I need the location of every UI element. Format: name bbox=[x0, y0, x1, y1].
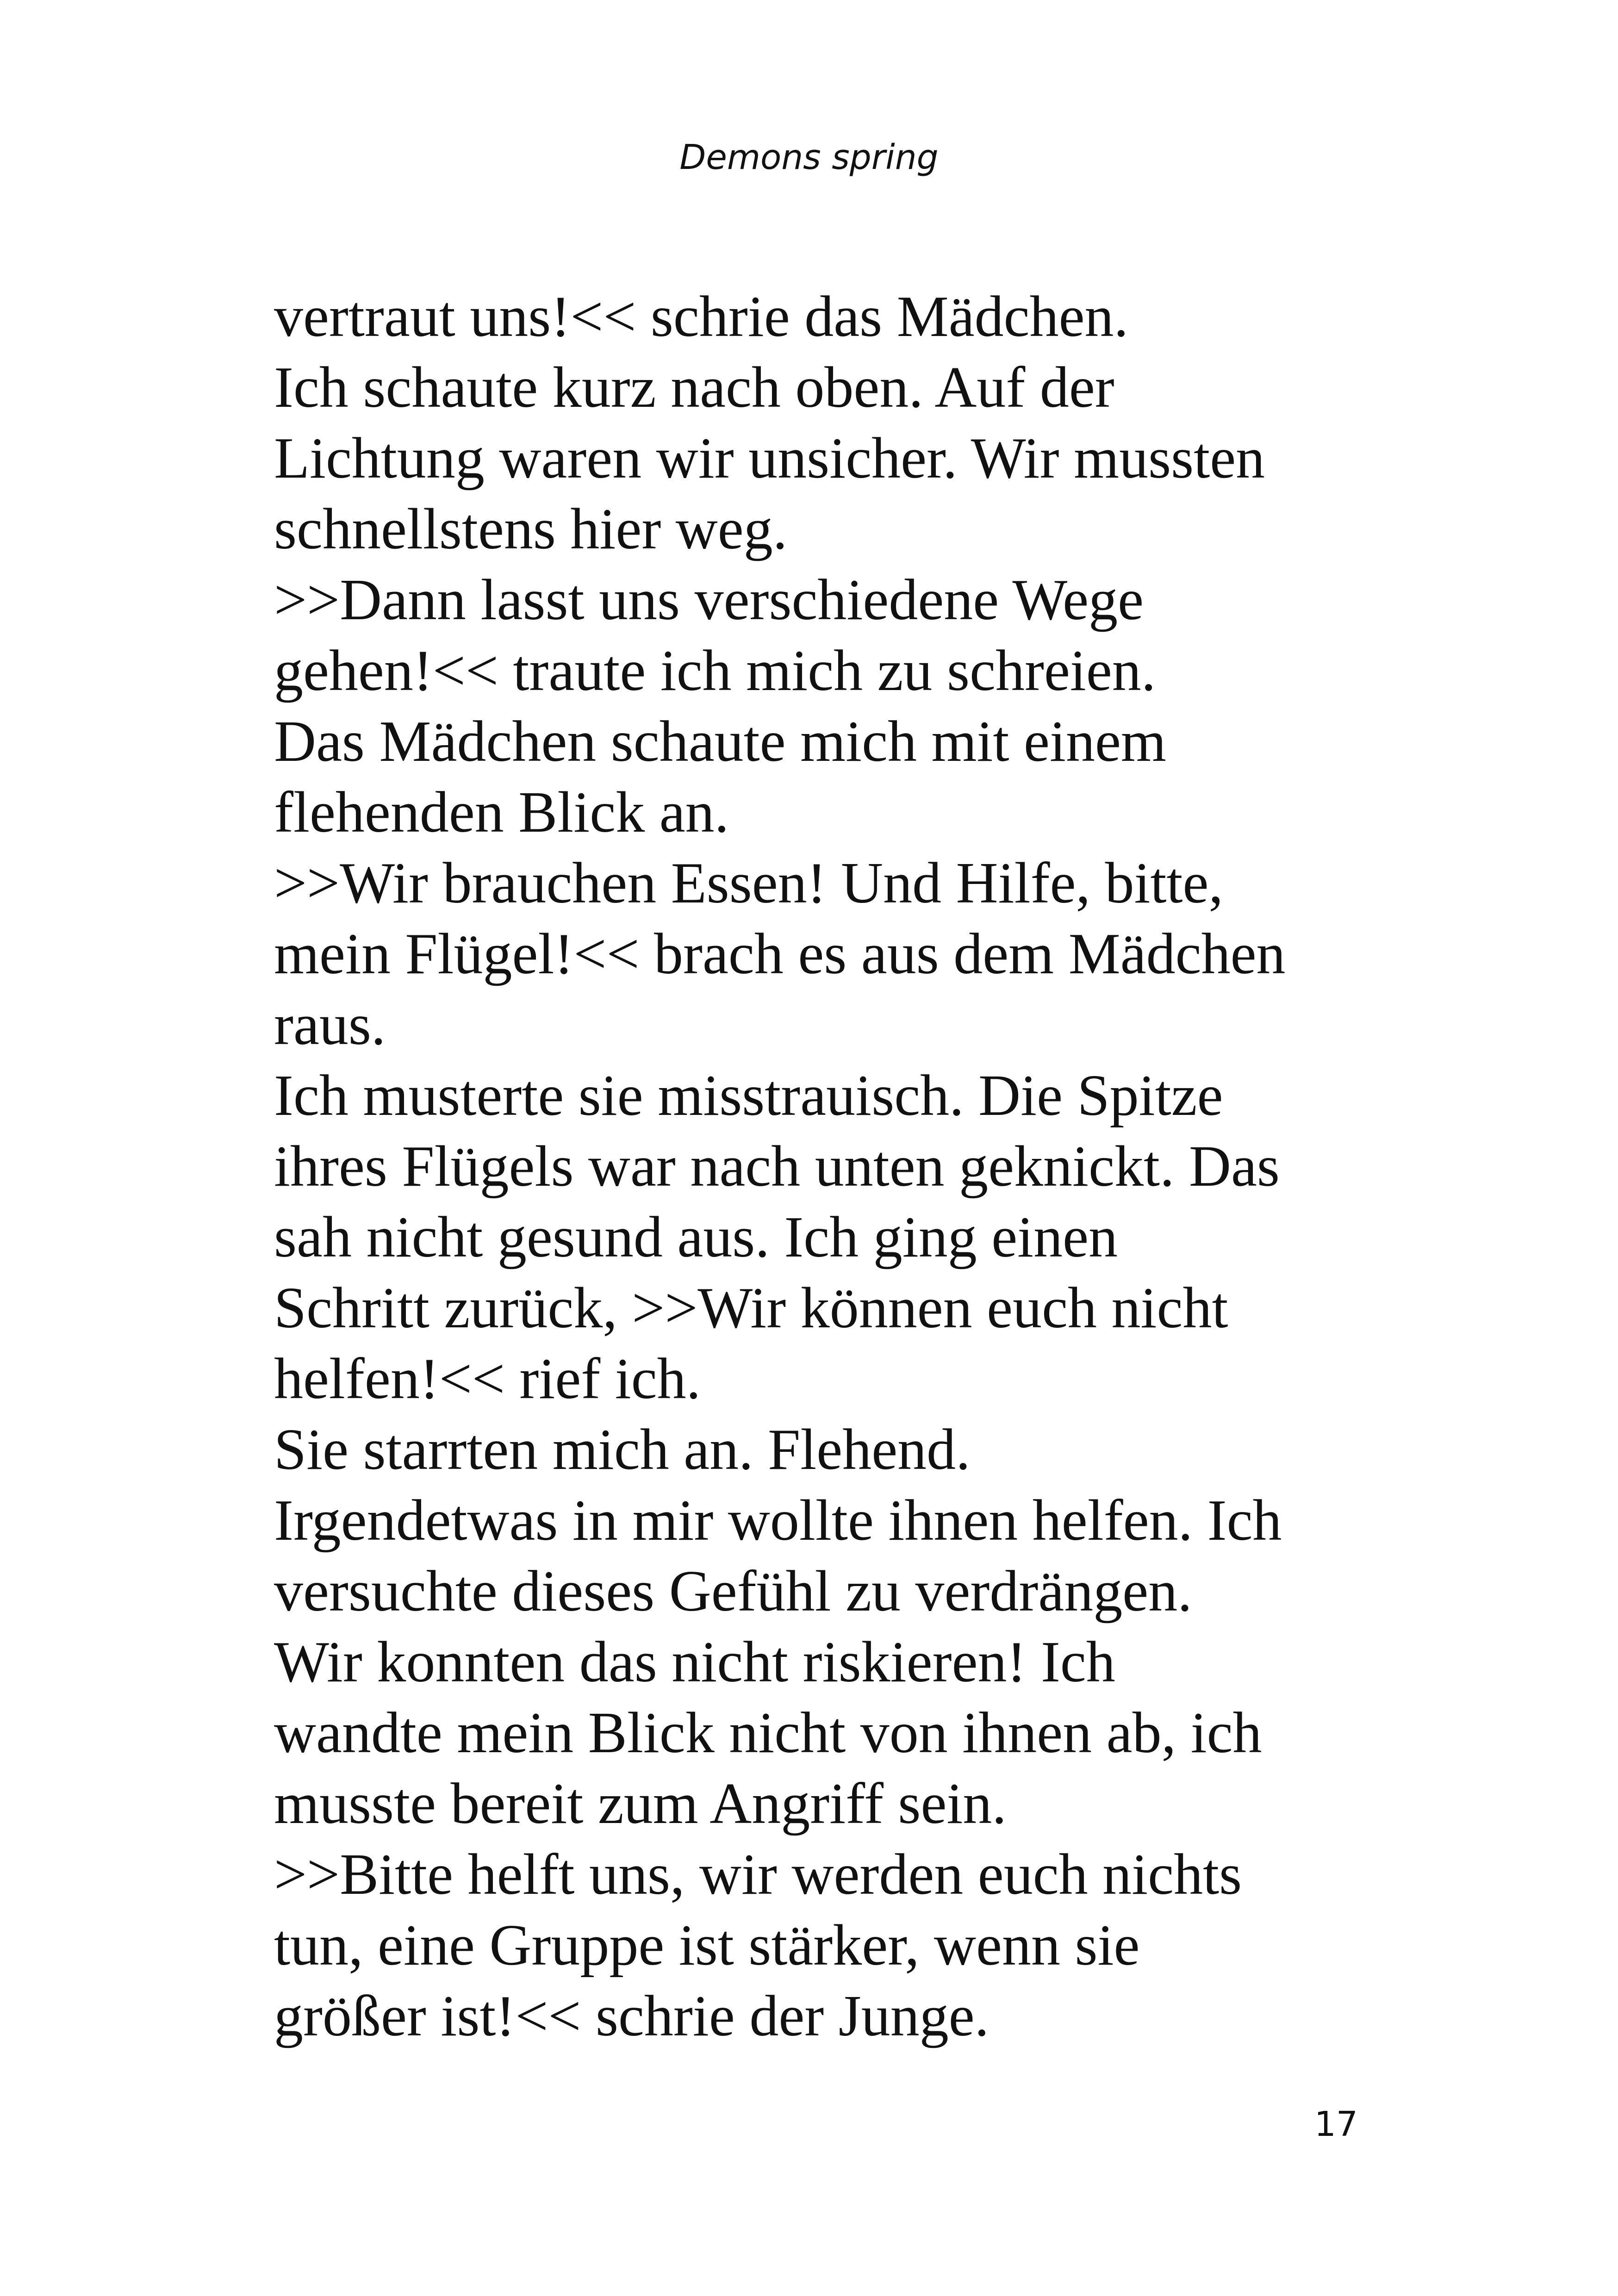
body-text bbox=[274, 281, 1394, 2052]
page-number: 17 bbox=[1314, 2104, 1358, 2144]
text-line: sah nicht gesund aus. Ich ging einen bbox=[274, 1205, 1118, 1269]
text-line: schnellstens hier weg. bbox=[274, 497, 788, 561]
running-header-title: Demons spring bbox=[679, 137, 939, 177]
text-line: raus. bbox=[274, 993, 386, 1057]
text-line: Sie starrten mich an. Flehend. bbox=[274, 1418, 971, 1482]
text-line: wandte mein Blick nicht von ihnen ab, ich bbox=[274, 1701, 1262, 1765]
text-line: versuchte dieses Gefühl zu verdrängen. bbox=[274, 1559, 1192, 1624]
text-line: Irgendetwas in mir wollte ihnen helfen. Ich bbox=[274, 1488, 1282, 1553]
text-line: Schritt zurück, >>Wir können euch nicht bbox=[274, 1276, 1228, 1340]
text-line: vertraut uns!<< schrie das Mädchen. bbox=[274, 285, 1129, 349]
text-line: flehenden Blick an. bbox=[274, 780, 729, 845]
text-line: >>Bitte helft uns, wir werden euch nichts bbox=[274, 1842, 1242, 1907]
text-line: Das Mädchen schaute mich mit einem bbox=[274, 709, 1166, 774]
text-line: Ich schaute kurz nach oben. Auf der bbox=[274, 355, 1114, 420]
text-line: tun, eine Gruppe ist stärker, wenn sie bbox=[274, 1913, 1140, 1978]
text-line: größer ist!<< schrie der Junge. bbox=[274, 1984, 989, 2048]
text-line: gehen!<< traute ich mich zu schreien. bbox=[274, 639, 1156, 703]
text-line: ihres Flügels war nach unten geknickt. Das bbox=[274, 1134, 1280, 1199]
text-line: >>Dann lasst uns verschiedene Wege bbox=[274, 568, 1144, 632]
text-line: helfen!<< rief ich. bbox=[274, 1347, 701, 1411]
text-line: mein Flügel!<< brach es aus dem Mädchen bbox=[274, 922, 1286, 986]
text-line: Ich musterte sie misstrauisch. Die Spitze bbox=[274, 1064, 1223, 1128]
text-line: Lichtung waren wir unsicher. Wir mussten bbox=[274, 426, 1265, 491]
text-line: musste bereit zum Angriff sein. bbox=[274, 1772, 1007, 1836]
text-line: >>Wir brauchen Essen! Und Hilfe, bitte, bbox=[274, 851, 1223, 915]
text-line: Wir konnten das nicht riskieren! Ich bbox=[274, 1630, 1115, 1694]
